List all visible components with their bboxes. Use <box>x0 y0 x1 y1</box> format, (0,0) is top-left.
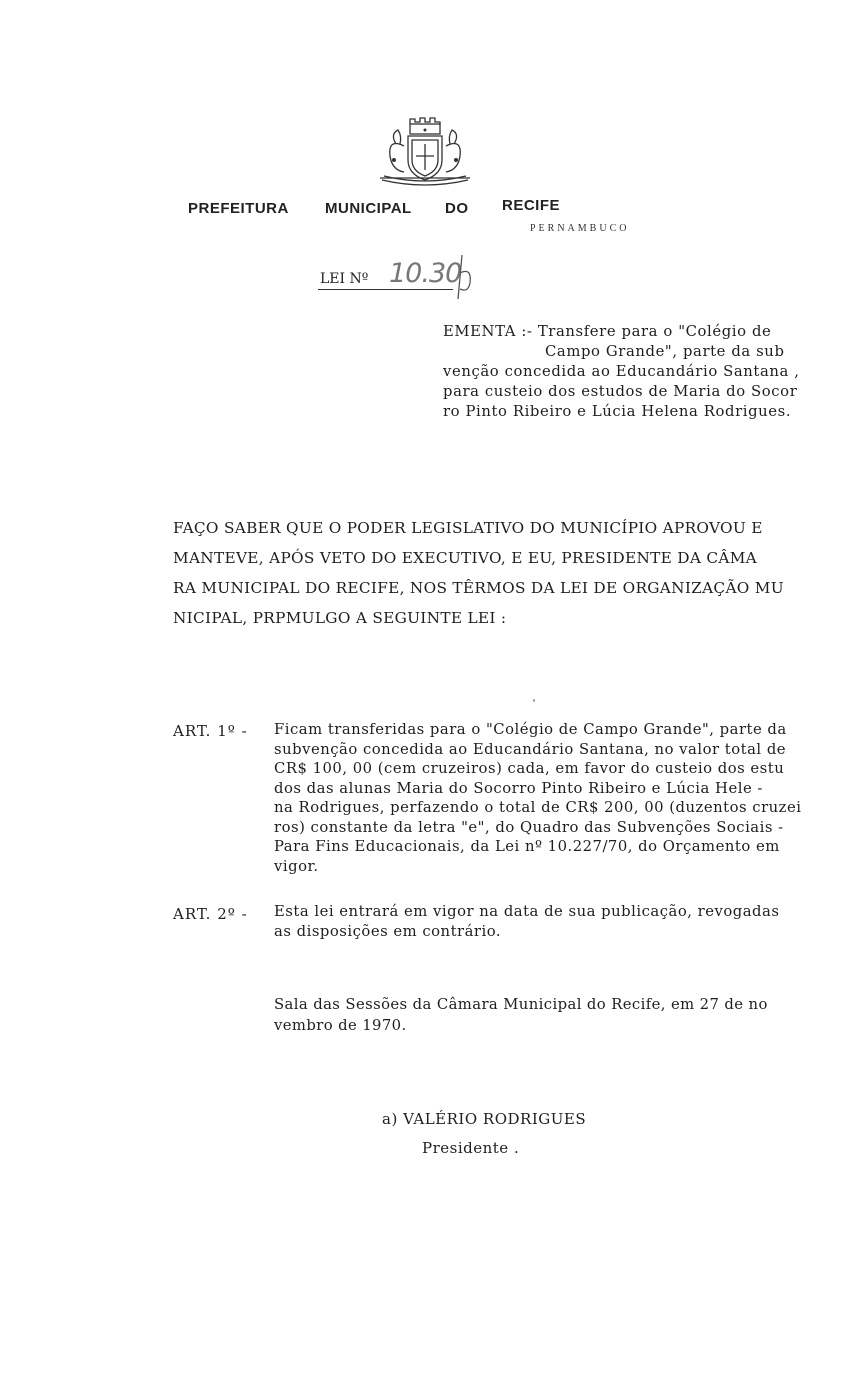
article-line: na Rodrigues, perfazendo o total de CR$ 200, 00 (duzentos cruzei <box>274 799 802 816</box>
header-word-do: DO <box>445 200 469 217</box>
preamble-line: FAÇO SABER QUE O PODER LEGISLATIVO DO MUNICÍPIO APROVOU E <box>173 519 763 537</box>
article-line: Ficam transferidas para o "Colégio de Campo Grande", parte da <box>274 721 787 738</box>
article-line: Esta lei entrará em vigor na data de sua publicação, revogadas <box>274 903 780 920</box>
ementa-line: Campo Grande", parte da sub <box>545 343 785 360</box>
article-1-body <box>274 720 801 876</box>
law-label: LEI Nº <box>320 271 369 287</box>
ementa-line: venção concedida ao Educandário Santana , <box>443 363 800 380</box>
signature-role: Presidente . <box>422 1139 520 1157</box>
preamble-line: RA MUNICIPAL DO RECIFE, NOS TÊRMOS DA LEI DE ORGANIZAÇÃO MU <box>173 579 784 597</box>
ementa-line: EMENTA :- Transfere para o "Colégio de <box>443 323 772 340</box>
article-line: ros) constante da letra "e", do Quadro das Subvenções Sociais - <box>274 818 784 836</box>
header-word-municipal: MUNICIPAL <box>325 200 412 217</box>
ementa-line: para custeio dos estudos de Maria do Socor <box>443 383 798 400</box>
article-line: Para Fins Educacionais, da Lei nº 10.227/70, do Orçamento em <box>274 838 780 855</box>
article-2-body <box>274 902 779 941</box>
article-1-label: ART. 1º - <box>173 722 248 740</box>
closing-block <box>274 994 768 1036</box>
article-line: CR$ 100, 00 (cem cruzeiros) cada, em favor do custeio dos estu <box>274 760 785 777</box>
closing-line: vembro de 1970. <box>274 1017 407 1034</box>
ementa-line: ro Pinto Ribeiro e Lúcia Helena Rodrigues. <box>443 403 792 420</box>
article-line: vigor. <box>274 857 319 875</box>
scan-speck <box>533 699 535 702</box>
preamble-block <box>173 513 784 633</box>
preamble-line: MANTEVE, APÓS VETO DO EXECUTIVO, E EU, PRESIDENTE DA CÂMA <box>173 549 758 567</box>
article-line: as disposições em contrário. <box>274 922 502 940</box>
article-line: subvenção concedida ao Educandário Santana, no valor total de <box>274 740 787 758</box>
ementa-block <box>443 322 823 422</box>
article-2-label: ART. 2º - <box>173 905 248 923</box>
article-line: dos das alunas Maria do Socorro Pinto Ribeiro e Lúcia Hele - <box>274 779 763 797</box>
preamble-line: NICIPAL, PRPMULGO A SEGUINTE LEI : <box>173 609 507 627</box>
law-number-underline <box>318 289 453 290</box>
closing-line: Sala das Sessões da Câmara Municipal do Recife, em 27 de no <box>274 996 768 1013</box>
header-state: PERNAMBUCO <box>530 223 630 234</box>
law-number-handwritten: 10.30 <box>389 258 462 289</box>
header-word-recife: RECIFE <box>502 197 561 214</box>
handwritten-mark <box>448 253 480 303</box>
signature-name: a) VALÉRIO RODRIGUES <box>382 1110 587 1128</box>
header-word-prefeitura: PREFEITURA <box>188 200 289 217</box>
coat-of-arms-icon <box>374 116 476 192</box>
